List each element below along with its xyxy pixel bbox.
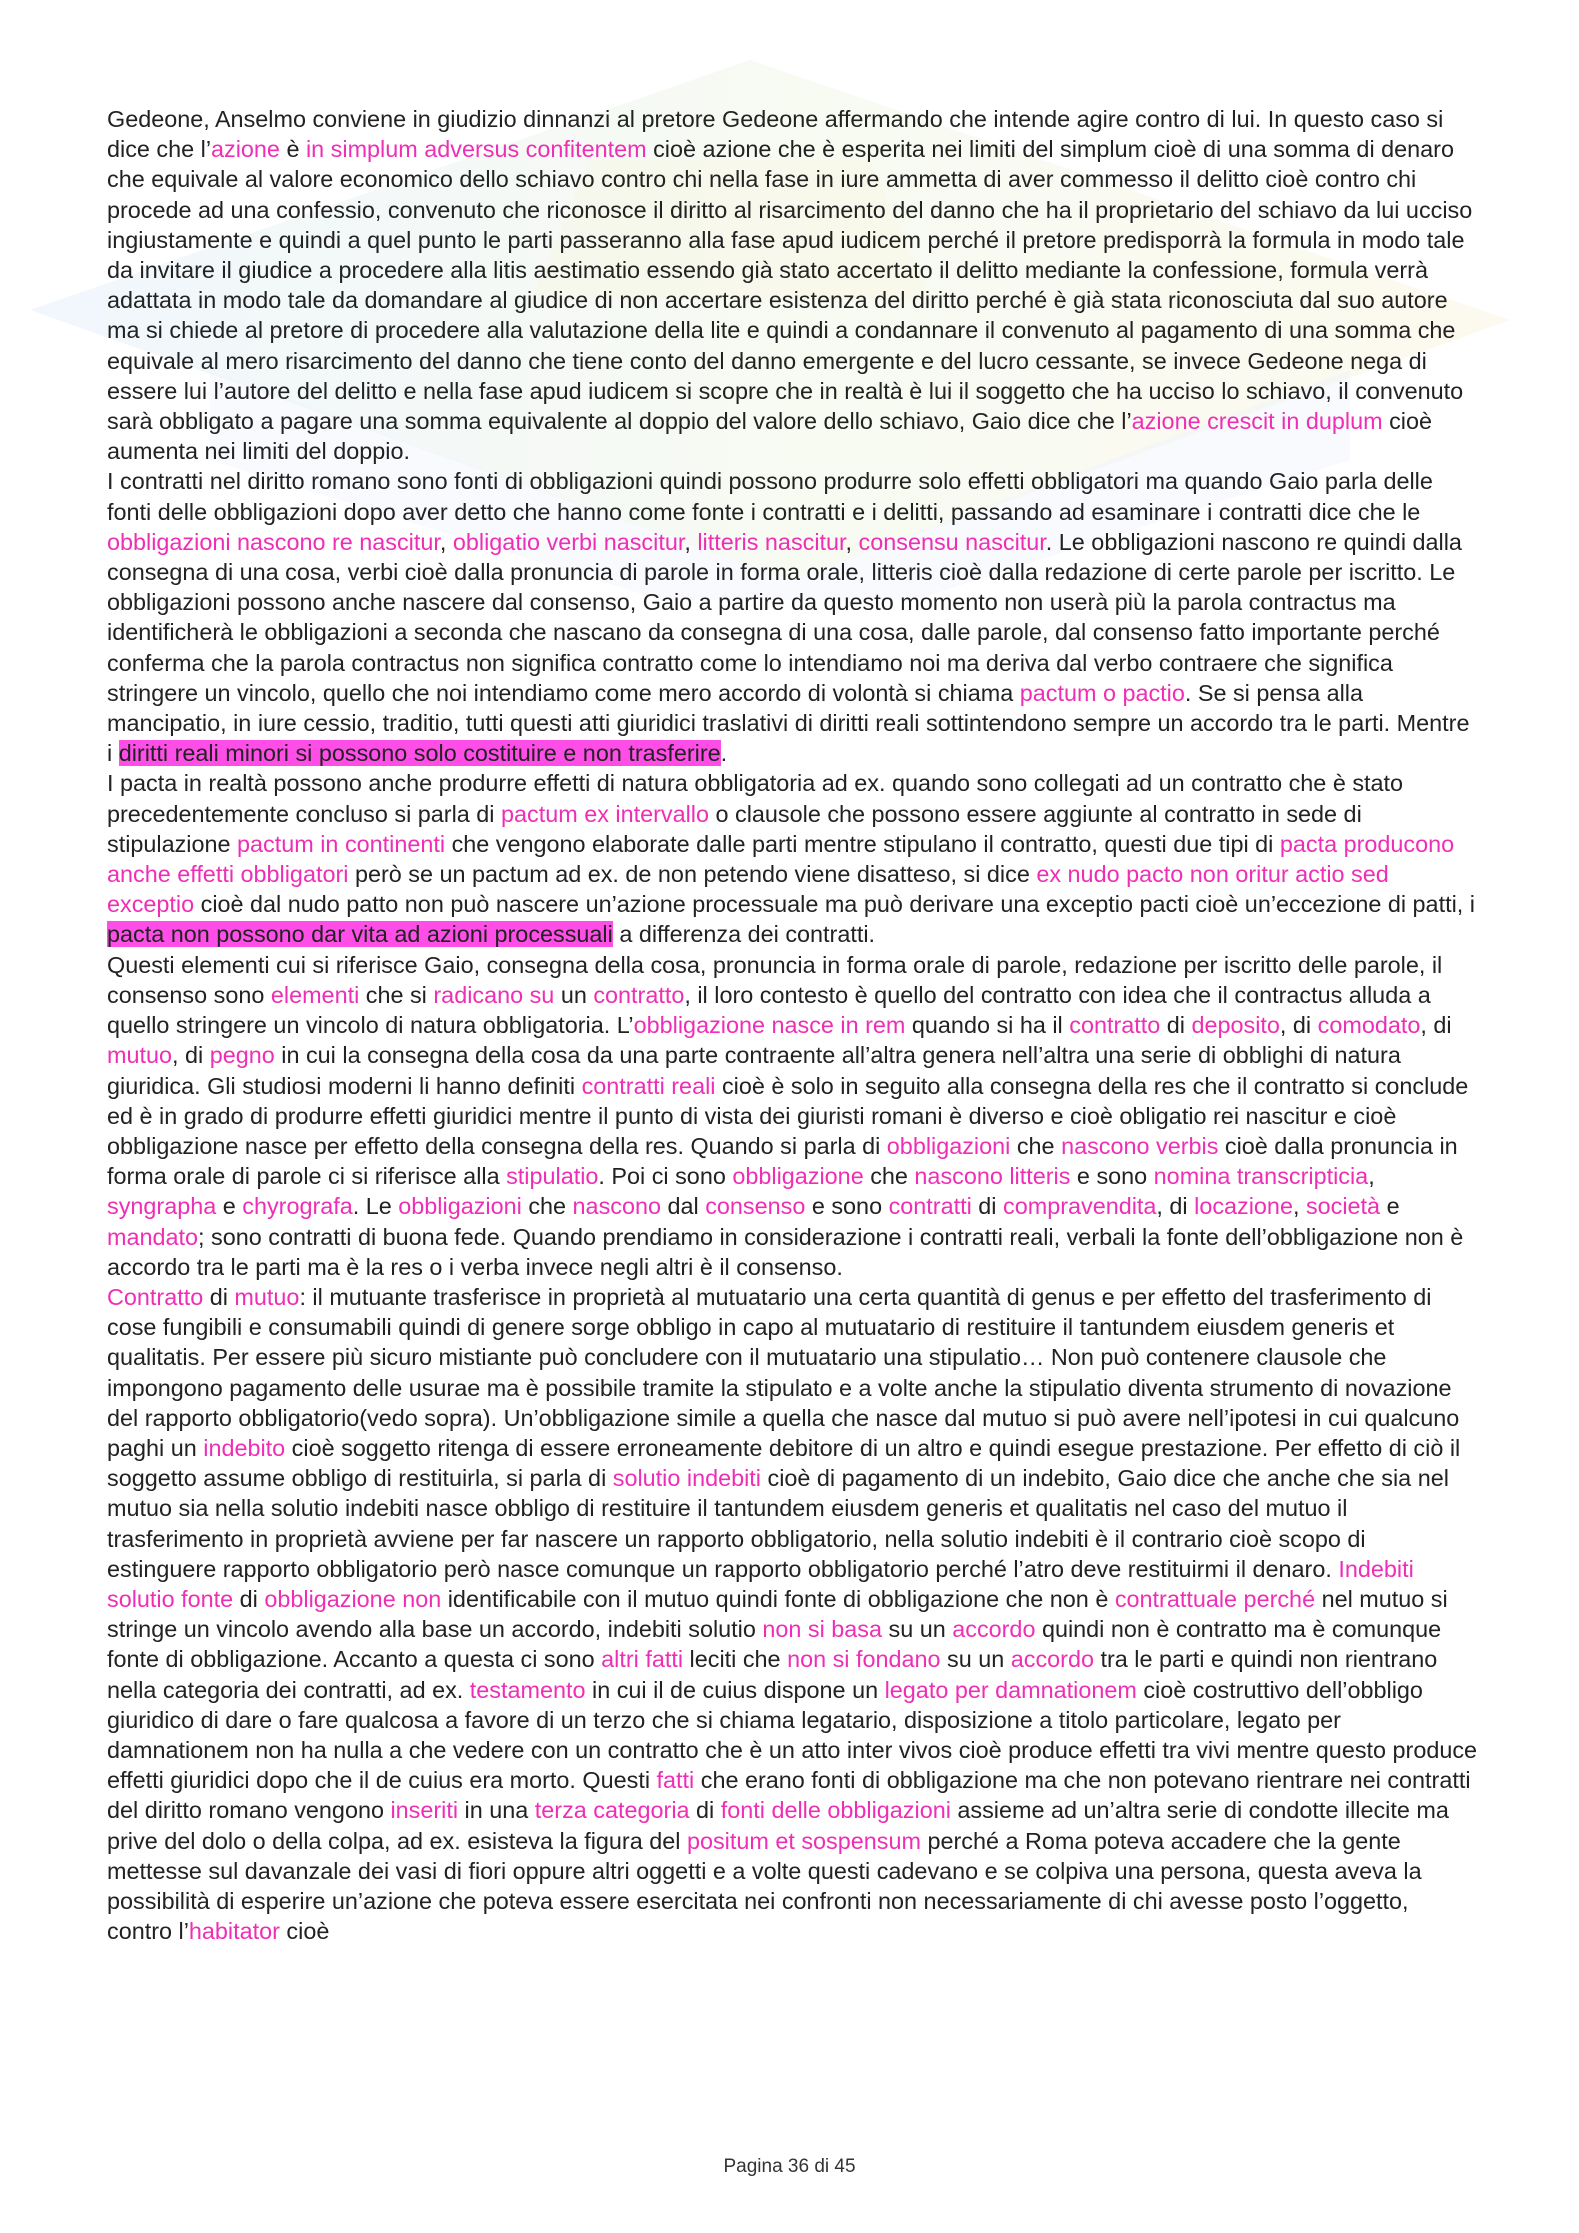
pink-term: contratto	[593, 981, 685, 1008]
pink-term: Indebiti solutio fonte	[107, 1555, 1414, 1612]
highlighted-text: pacta non possono dar vita ad azioni processuali	[107, 921, 613, 948]
text-run: dal	[660, 1193, 706, 1220]
text-run: cioè	[279, 1918, 330, 1945]
pink-term: comodato	[1317, 1012, 1421, 1039]
pink-term: ex nudo pacto non oritur actio sed exceptio	[107, 861, 1389, 918]
text-run: a differenza dei contratti.	[612, 921, 876, 948]
pink-term: obbligazioni	[398, 1193, 522, 1220]
pink-term: syngrapha	[107, 1193, 217, 1220]
text-run: ,	[684, 528, 698, 555]
pink-term: obbligazioni	[886, 1132, 1011, 1159]
pink-term: nomina transcripticia	[1153, 1163, 1369, 1190]
text-run: . Se si pensa alla mancipatio, in iure cessio, traditio, tutti questi atti giuridici traslativi di diritti reali sottintendono sempre un accordo tra le parti. Mentre i	[107, 679, 1470, 767]
text-run: e	[216, 1193, 243, 1220]
pink-term: pactum o pactio	[1019, 679, 1185, 706]
text-run: un	[554, 981, 594, 1008]
pink-term: nascono verbis	[1061, 1132, 1219, 1159]
pink-term: non si basa	[762, 1616, 883, 1643]
text-run: su un	[882, 1616, 953, 1643]
pink-term: azione crescit in duplum	[1131, 408, 1383, 435]
pink-term: testamento	[469, 1676, 586, 1703]
text-run: di	[203, 1283, 235, 1310]
text-run: ; sono contratti di buona fede. Quando prendiamo in considerazione i contratti reali, verbali la fonte dell’obbligazione non è accordo tra le parti ma è la res o i verba invece negli altri è il consenso.	[107, 1223, 1464, 1280]
text-run: I pacta in realtà possono anche produrre effetti di natura obbligatoria ad ex. quando sono collegati ad un contratto che è stato precedentemente concluso si parla di	[107, 770, 1404, 827]
document-body	[107, 104, 1479, 1946]
pink-term: pegno	[209, 1042, 275, 1069]
pink-term: mandato	[107, 1223, 199, 1250]
page-number: Pagina 36 di 45	[723, 2156, 856, 2177]
text-run: e	[1380, 1193, 1400, 1220]
text-run: ,	[1368, 1163, 1375, 1190]
paragraph	[107, 1282, 1479, 1946]
pink-term: azione	[211, 136, 280, 163]
text-run: , di	[1156, 1193, 1195, 1220]
text-run: . Poi ci sono	[598, 1163, 733, 1190]
text-run: assieme ad un’altra serie di condotte illecite ma prive del dolo o della colpa, ad ex. esisteva la figura del	[107, 1797, 1449, 1854]
highlighted-text: diritti reali minori si possono solo costituire e non trasferire	[118, 740, 721, 767]
text-run: . Le	[352, 1193, 399, 1220]
pink-term: terza categoria	[534, 1797, 690, 1824]
pink-term: non si fondano	[787, 1646, 941, 1673]
pink-term: stipulatio	[506, 1163, 599, 1190]
pink-term: obbligazione non	[264, 1585, 442, 1612]
text-run: cioè aumenta nei limiti del doppio.	[107, 408, 1433, 465]
text-run: e sono	[805, 1193, 889, 1220]
pink-term: mutuo	[234, 1283, 300, 1310]
text-run: leciti che	[683, 1646, 788, 1673]
text-run: in cui il de cuius dispone un	[585, 1676, 885, 1703]
text-run: , di	[1420, 1012, 1452, 1039]
paragraph	[107, 768, 1479, 949]
text-run: ,	[1292, 1193, 1306, 1220]
text-run: però se un pactum ad ex. de non petendo viene disatteso, si dice	[348, 861, 1037, 888]
pink-term: contratti	[888, 1193, 972, 1220]
pink-term: accordo	[1010, 1646, 1094, 1673]
text-run: nel mutuo si stringe un vincolo avendo alla base un accordo, indebiti solutio	[107, 1585, 1448, 1643]
text-run: .	[720, 740, 728, 767]
text-run: , di	[172, 1042, 210, 1069]
pink-term: nascono	[572, 1193, 661, 1220]
pink-term: consensu nascitur	[858, 528, 1046, 555]
pink-term: altri fatti	[601, 1646, 684, 1673]
text-run: su un	[940, 1646, 1011, 1673]
pink-term: locazione	[1194, 1193, 1293, 1220]
text-run: che	[521, 1193, 573, 1220]
text-run: che si	[359, 981, 434, 1008]
paragraph	[107, 466, 1479, 768]
pink-term: obbligazione nasce in rem	[633, 1012, 906, 1039]
pink-term: legato per damnationem	[884, 1676, 1137, 1703]
pink-term: accordo	[952, 1616, 1036, 1643]
pink-term: in simplum adversus confitentem	[305, 136, 647, 163]
pink-term: litteris nascitur	[697, 528, 846, 555]
pink-term: indebito	[203, 1434, 286, 1461]
pink-term: consenso	[705, 1193, 806, 1220]
text-run: ,	[439, 528, 453, 555]
pink-term: contratto	[1069, 1012, 1161, 1039]
paragraph	[107, 950, 1479, 1282]
pink-term: fonti delle obbligazioni	[720, 1797, 951, 1824]
text-run: cioè azione che è esperita nei limiti del simplum cioè di una somma di denaro che equivale al valore economico dello schiavo contro chi nella fase in iure ammetta di aver commesso il delitto cioè contro chi procede ad una confessio, convenuto che riconosce il diritto al risarcimento del danno che ha il proprietario del schiavo da lui ucciso ingiustamente e quindi a quel punto le parti passeranno alla fase apud iudicem perché il pretore predisporrà la formula in modo tale da invitare il giudice a procedere alla litis aestimatio essendo già stato accertato il delitto mediante la confessione, formula verrà adattata in modo tale da domandare al giudice di non accertare esistenza del diritto perché è già stata riconosciuta dal suo autore ma si chiede al pretore di procedere alla valutazione della lite e quindi a condannare il convenuto al pagamento di una somma che equivale al mero risarcimento del danno che tiene conto del danno emergente e del lucro cessante, se invece Gedeone nega di essere lui l’autore del delitto e nella fase apud iudicem si scopre che in realtà è lui il soggetto che ha ucciso lo schiavo, il convenuto sarà obbligato a pagare una somma equivalente al doppio del valore dello schiavo, Gaio dice che l’	[107, 136, 1473, 435]
pink-term: contratti reali	[581, 1072, 716, 1099]
pink-term: pactum in continenti	[237, 830, 446, 857]
pink-term: deposito	[1191, 1012, 1280, 1039]
pink-term: solutio indebiti	[612, 1465, 762, 1492]
text-run: perché a Roma poteva accadere che la gente mettesse sul davanzale dei vasi di fiori oppure altri oggetti e a volte questi cadevano e se colpiva una persona, questa aveva la possibilità di esperire un’azione che poteva essere esercitata nei confronti non necessariamente di chi avesse posto l’oggetto, contro l’	[107, 1827, 1422, 1945]
text-run: tra le parti e quindi non rientrano nella categoria dei contratti, ad ex.	[107, 1646, 1438, 1703]
text-run: Gedeone, Anselmo conviene in giudizio dinnanzi al pretore Gedeone affermando che intende agire contro di lui. In questo caso si dice che l’	[107, 106, 1444, 163]
text-run: Questi elementi cui si riferisce Gaio, consegna della cosa, pronuncia in forma orale di parole, redazione per iscritto delle parole, il consenso sono	[107, 951, 1443, 1008]
text-run: : il mutuante trasferisce in proprietà al mutuatario una certa quantità di genus e per effetto del trasferimento di cose fungibili e consumabili quindi di genere sorge obbligo in capo al mutuatario di restituire il tantundem eiusdem generis et qualitatis. Per essere più sicuro mistiante può concludere con il mutuatario una stipulatio… Non può contenere clausole che impongono pagamento delle usurae ma è possibile tramite la stipulato e a volte anche la stipulatio diventa strumento di novazione del rapporto obbligatorio(vedo sopra). Un’obbligazione simile a quella che nasce dal mutuo si può avere nell’ipotesi in cui qualcuno paghi un	[107, 1283, 1460, 1461]
text-run: che	[863, 1163, 915, 1190]
text-run: ,	[845, 528, 859, 555]
text-run: cioè di pagamento di un indebito, Gaio dice che anche che sia nel mutuo sia nella solutio indebiti nasce obbligo di restituire il tantundem eiusdem generis et qualitatis nel caso del mutuo il trasferimento in proprietà avviene per far nascere un rapporto obbligatorio, nella solutio indebiti è il contrario cioè scopo di estinguere rapporto obbligatorio però nasce comunque un rapporto obbligatorio perché l’atro deve restituirmi il denaro.	[107, 1465, 1449, 1582]
text-run: di	[233, 1585, 265, 1612]
pink-term: inseriti	[390, 1797, 459, 1824]
text-run: , il loro contesto è quello del contratto con idea che il contractus alluda a quello stringere un vincolo di natura obbligatoria. L’	[107, 981, 1431, 1039]
pink-term: pactum ex intervallo	[500, 800, 709, 827]
text-run: cioè dalla pronuncia in forma orale di parole ci si riferisce alla	[107, 1132, 1458, 1190]
text-run: o clausole che possono essere aggiunte al contratto in sede di stipulazione	[107, 800, 1362, 857]
text-run: di	[1160, 1012, 1192, 1039]
pink-term: società	[1305, 1193, 1381, 1220]
pink-term: pacta producono anche effetti obbligatori	[107, 830, 1455, 888]
text-run: cioè soggetto ritenga di essere erroneamente debitore di un altro e quindi esegue prestazione. Per effetto di ciò il soggetto assume obbligo di restituirla, si parla di	[107, 1434, 1461, 1492]
text-run: di	[689, 1797, 721, 1824]
pink-term: habitator	[188, 1918, 280, 1945]
text-run: , di	[1279, 1012, 1318, 1039]
text-run: quindi non è contratto ma è comunque fonte di obbligazione. Accanto a questa ci sono	[107, 1616, 1442, 1673]
text-run: quando si ha il	[905, 1012, 1070, 1039]
text-run: che vengono elaborate dalle parti mentre stipulano il contratto, questi due tipi di	[445, 830, 1280, 857]
text-run: in cui la consegna della cosa da una parte contraente all’altra genera nell’altra una serie di obblighi di natura giuridica. Gli studiosi moderni li hanno definiti	[107, 1042, 1401, 1099]
pink-term: positum et sospensum	[686, 1827, 921, 1854]
pink-term: compravendita	[1003, 1193, 1157, 1220]
text-run: identificabile con il mutuo quindi fonte di obbligazione che non è	[441, 1585, 1115, 1612]
text-run: I contratti nel diritto romano sono fonti di obbligazioni quindi possono produrre solo effetti obbligatori ma quando Gaio parla delle fonti delle obbligazioni dopo aver detto che hanno come fonte i contratti e i delitti, passando ad esaminare i contratti dice che le	[107, 468, 1433, 525]
text-run: cioè costruttivo dell’obbligo giuridico di dare o fare qualcosa a favore di un terzo che si chiama legatario, disposizione a titolo particolare, legato per damnationem non ha nulla a che vedere con un contratto che è un atto inter vivos cioè produce effetti tra vivi mentre questo produce effetti giuridici dopo che il de cuius era morto. Questi	[107, 1676, 1478, 1794]
text-run: cioè è solo in seguito alla consegna della res che il contratto si conclude ed è in grado di produrre effetti giuridici mentre il punto di vista dei giuristi romani è diverso e cioè obligatio rei nascitur e cioè obbligazione nasce per effetto della consegna della res. Quando si parla di	[107, 1072, 1469, 1159]
text-run: . Le obbligazioni nascono re quindi dalla consegna di una cosa, verbi cioè dalla pronuncia di parole in forma orale, litteris cioè dalla redazione di certe parole per iscritto. Le obbligazioni possono anche nascere dal consenso, Gaio a partire da questo momento non userà più la parola contractus ma identificherà le obbligazioni a seconda che nascano da consegna di una cosa, dalle parole, dal consenso fatto importante perché conferma che la parola contractus non significa contratto come lo intendiamo noi ma deriva dal verbo contraere che significa stringere un vincolo, quello che noi intendiamo come mero accordo di volontà si chiama	[107, 528, 1462, 706]
text-run: che	[1010, 1132, 1062, 1159]
pink-term: obligatio verbi nascitur	[452, 528, 685, 555]
pink-term: contrattuale perché	[1114, 1585, 1316, 1612]
text-run: in una	[458, 1797, 535, 1824]
pink-term: mutuo	[107, 1042, 173, 1069]
pink-term: obbligazione	[732, 1163, 864, 1190]
pink-term: Contratto	[107, 1283, 204, 1310]
text-run: e sono	[1070, 1163, 1154, 1190]
text-run: cioè dal nudo patto non può nascere un’azione processuale ma può derivare una exceptio pacti cioè un’eccezione di patti, i	[194, 891, 1475, 918]
text-run: è	[279, 136, 306, 163]
pink-term: chyrografa	[242, 1193, 353, 1220]
paragraph	[107, 104, 1479, 466]
text-run: di	[971, 1193, 1003, 1220]
pink-term: radicano su	[433, 981, 555, 1008]
pink-term: nascono litteris	[914, 1163, 1071, 1190]
text-run: che erano fonti di obbligazione ma che non potevano rientrare nei contratti del diritto romano vengono	[107, 1767, 1471, 1824]
pink-term: elementi	[270, 981, 360, 1008]
pink-term: fatti	[656, 1767, 695, 1794]
pink-term: obbligazioni nascono re nascitur	[107, 528, 440, 555]
